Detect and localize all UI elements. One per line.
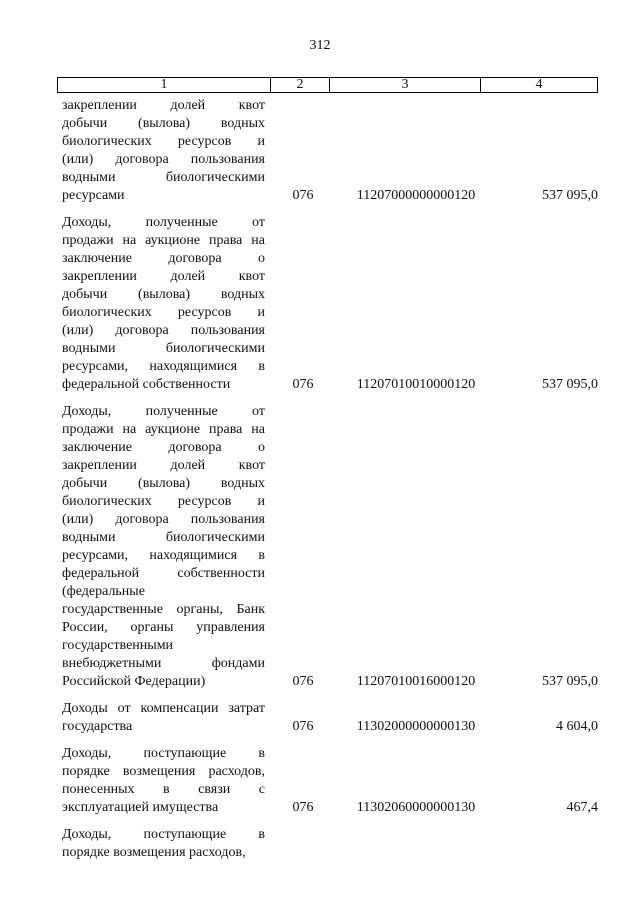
row-description [62, 826, 265, 862]
header-col-1: 1 [58, 78, 271, 92]
description-line: государственными [62, 638, 174, 653]
description-line: биологических ресурсов и [62, 305, 265, 320]
amount: 467,4 [566, 800, 598, 815]
description-line: (или) договора пользования [62, 152, 265, 167]
description-line: ресурсами, находящимися в [62, 359, 265, 374]
description-line: добычи (вылова) водных [62, 287, 265, 302]
amount: 4 604,0 [556, 719, 598, 734]
description-line: водными биологическими [62, 530, 265, 545]
description-line: ресурсами [62, 188, 125, 203]
budget-class-code: 11207010016000120 [356, 674, 476, 689]
description-line: закреплении долей квот [62, 458, 265, 473]
admin-code: 076 [292, 377, 314, 392]
description-line: федеральной собственности [62, 566, 265, 581]
description-line: государственные органы, Банк [62, 602, 265, 617]
page-number: 312 [309, 38, 331, 53]
table-row [62, 403, 598, 691]
table-row [62, 745, 598, 817]
budget-class-code: 11207000000000120 [356, 188, 476, 203]
description-line: государства [62, 719, 133, 734]
description-line: России, органы управления [62, 620, 265, 635]
table-header [57, 77, 598, 93]
description-line: Доходы, поступающие в [62, 746, 265, 761]
description-line: понесенных в связи с [62, 782, 265, 797]
description-line: порядке возмещения расходов, [62, 845, 246, 860]
amount: 537 095,0 [542, 377, 598, 392]
admin-code: 076 [292, 719, 314, 734]
description-line: Доходы, поступающие в [62, 827, 265, 842]
description-line: эксплуатацией имущества [62, 800, 219, 815]
description-line: добычи (вылова) водных [62, 116, 265, 131]
header-col-2: 2 [271, 78, 330, 92]
description-line: биологических ресурсов и [62, 134, 265, 149]
description-line: закреплении долей квот [62, 98, 265, 113]
description-line: заключение договора о [62, 251, 265, 266]
header-col-4: 4 [535, 77, 543, 92]
description-line: (или) договора пользования [62, 323, 265, 338]
table-row [62, 700, 598, 736]
description-line: продажи на аукционе права на [62, 422, 265, 437]
budget-class-code: 11302000000000130 [356, 719, 476, 734]
table-row [62, 214, 598, 394]
admin-code: 076 [292, 674, 314, 689]
row-description [62, 97, 265, 205]
description-line: Доходы, полученные от [62, 215, 265, 230]
description-line: Доходы от компенсации затрат [62, 701, 265, 716]
description-line: ресурсами, находящимися в [62, 548, 265, 563]
description-line: водными биологическими [62, 170, 265, 185]
description-line: водными биологическими [62, 341, 265, 356]
description-line: внебюджетными фондами [62, 656, 265, 671]
admin-code: 076 [292, 188, 314, 203]
row-description [62, 700, 265, 736]
row-description [62, 403, 265, 691]
admin-code: 076 [292, 800, 314, 815]
description-line: заключение договора о [62, 440, 265, 455]
row-description [62, 214, 265, 394]
description-line: добычи (вылова) водных [62, 476, 265, 491]
budget-class-code: 11302060000000130 [356, 800, 476, 815]
amount: 537 095,0 [542, 188, 598, 203]
description-line: продажи на аукционе права на [62, 233, 265, 248]
header-col-3: 3 [330, 78, 481, 92]
table-row [62, 826, 598, 862]
description-line: Российской Федерации) [62, 674, 206, 689]
table-body [62, 97, 598, 862]
description-line: Доходы, полученные от [62, 404, 265, 419]
row-description [62, 745, 265, 817]
description-line: (или) договора пользования [62, 512, 265, 527]
description-line: (федеральные [62, 584, 145, 599]
description-line: биологических ресурсов и [62, 494, 265, 509]
amount: 537 095,0 [542, 674, 598, 689]
budget-class-code: 11207010010000120 [356, 377, 476, 392]
description-line: порядке возмещения расходов, [62, 764, 265, 779]
description-line: закреплении долей квот [62, 269, 265, 284]
table-row [62, 97, 598, 205]
description-line: федеральной собственности [62, 377, 231, 392]
